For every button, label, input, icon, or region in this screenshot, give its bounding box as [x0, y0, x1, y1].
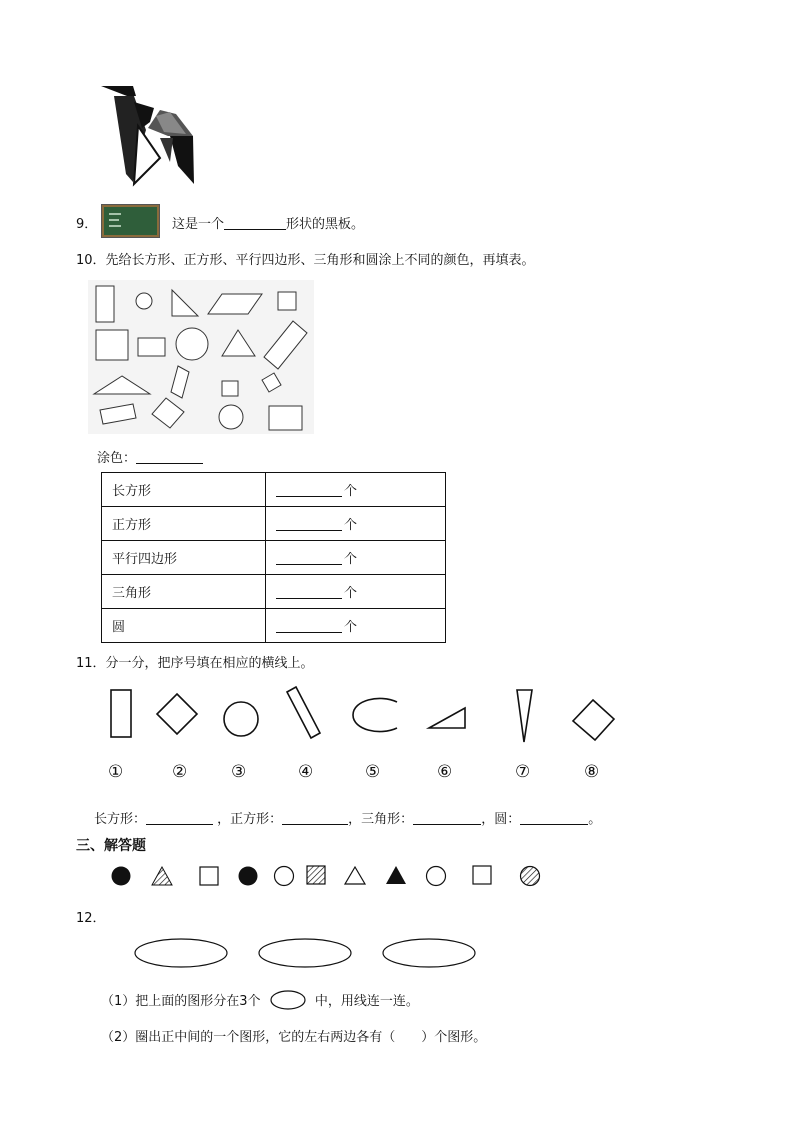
question-number: 10．	[76, 253, 106, 268]
shape-name-cell: 三角形	[102, 575, 266, 609]
shapes-figure	[88, 280, 314, 434]
question-number: 9．	[76, 217, 98, 232]
shape-name-cell: 平行四边形	[102, 541, 266, 575]
count-blank[interactable]	[276, 584, 342, 599]
label-1: ①	[108, 762, 124, 782]
label-2: ②	[172, 762, 188, 782]
rect-answer-blank[interactable]	[146, 810, 213, 825]
blackboard-image	[101, 204, 160, 238]
count-blank[interactable]	[276, 482, 342, 497]
shapes-row-figure	[100, 684, 620, 750]
label-3: ③	[231, 762, 247, 782]
question-11-answer-line: 长方形： ，正方形： ，三角形： ，圆： 。	[94, 812, 602, 827]
count-cell: 个	[266, 575, 446, 609]
label-4: ④	[298, 762, 314, 782]
question-9-text: 这是一个 形状的黑板。	[172, 217, 365, 232]
shape-name-cell: 长方形	[102, 473, 266, 507]
question-12-part2: （2）圈出正中间的一个图形，它的左右两边各有（ ）个图形。	[101, 1030, 487, 1045]
oval-icon	[269, 989, 307, 1011]
question-number: 11．	[76, 656, 106, 671]
section-title: 三、解答题	[76, 838, 146, 854]
label-8: ⑧	[584, 762, 600, 782]
square-answer-blank[interactable]	[282, 810, 348, 825]
question-12-number: 12．	[76, 911, 106, 926]
three-ovals-figure	[132, 936, 478, 970]
count-cell: 个	[266, 473, 446, 507]
tangram-figure	[98, 84, 198, 188]
shapes-sequence-figure	[108, 862, 548, 890]
table-row	[102, 609, 446, 643]
label-7: ⑦	[515, 762, 531, 782]
count-blank[interactable]	[276, 516, 342, 531]
question-9	[76, 213, 97, 232]
table-row	[102, 575, 446, 609]
circle-answer-blank[interactable]	[520, 810, 588, 825]
shape-name-cell: 圆	[102, 609, 266, 643]
count-cell: 个	[266, 507, 446, 541]
count-cell: 个	[266, 609, 446, 643]
table-row	[102, 541, 446, 575]
table-row	[102, 507, 446, 541]
color-answer-blank[interactable]	[136, 449, 203, 464]
count-table	[101, 472, 446, 643]
answer-blank[interactable]	[224, 215, 286, 230]
question-11-prompt: 11．分一分，把序号填在相应的横线上。	[76, 656, 314, 671]
question-10-prompt: 10．先给长方形、正方形、平行四边形、三角形和圆涂上不同的颜色，再填表。	[76, 253, 535, 268]
table-row	[102, 473, 446, 507]
count-blank[interactable]	[276, 618, 342, 633]
question-12-part1: （1）把上面的图形分在3个 中，用线连一连。	[101, 989, 419, 1011]
label-6: ⑥	[437, 762, 453, 782]
color-label-row: 涂色：	[97, 447, 203, 466]
triangle-answer-blank[interactable]	[413, 810, 481, 825]
count-blank[interactable]	[276, 550, 342, 565]
count-cell: 个	[266, 541, 446, 575]
shape-name-cell: 正方形	[102, 507, 266, 541]
label-5: ⑤	[365, 762, 381, 782]
